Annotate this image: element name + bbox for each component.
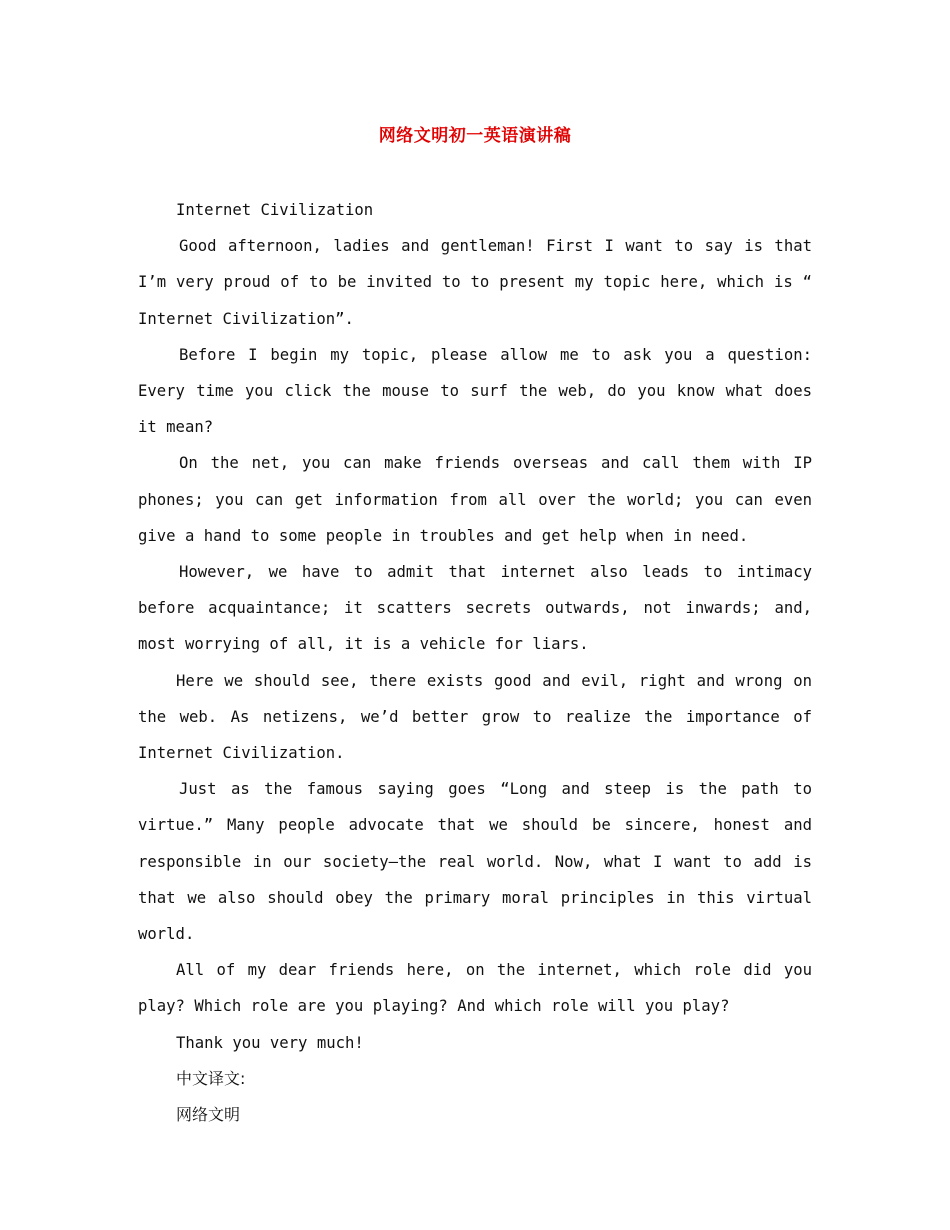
paragraph-thanks: Thank you very much!	[176, 1033, 364, 1052]
translation-label: 中文译文:	[176, 1068, 246, 1088]
paragraph-saying: Just as the famous saying goes “Long and steep is the path to virtue.” Many people advocate that we should be sincere, honest and responsible in our society—the real world. Now, what I want to add is that we also should obey the primary moral principles in this virtual world.	[138, 780, 812, 944]
speech-heading: Internet Civilization	[176, 201, 374, 219]
paragraph-question: Before I begin my topic, please allow me to ask you a question: Every time you click the mouse to surf the web, do you know what does it mean?	[138, 345, 812, 437]
translation-heading: 网络文明	[176, 1105, 241, 1125]
paragraph-greeting: Good afternoon, ladies and gentleman! First I want to say is that I’m very proud of to be invited to to present my topic here, which is “ Internet Civilization”.	[138, 237, 812, 328]
paragraph-roles: All of my dear friends here, on the internet, which role did you play? Which role are you playing? And which role will you play?	[138, 961, 812, 1016]
paragraph-drawbacks: However, we have to admit that internet also leads to intimacy before acquaintance; it scatters secrets outwards, not inwards; and, most worrying of all, it is a vehicle for liars.	[138, 563, 812, 654]
document-title: 网络文明初一英语演讲稿	[378, 126, 572, 146]
paragraph-benefits: On the net, you can make friends overseas and call them with IP phones; you can get information from all over the world; you can even give a hand to some people in troubles and get help when in need.	[138, 454, 812, 545]
document-body	[138, 192, 812, 1133]
paragraph-good-evil: Here we should see, there exists good and evil, right and wrong on the web. As netizens, we’d better grow to realize the importance of Internet Civilization.	[138, 671, 812, 763]
